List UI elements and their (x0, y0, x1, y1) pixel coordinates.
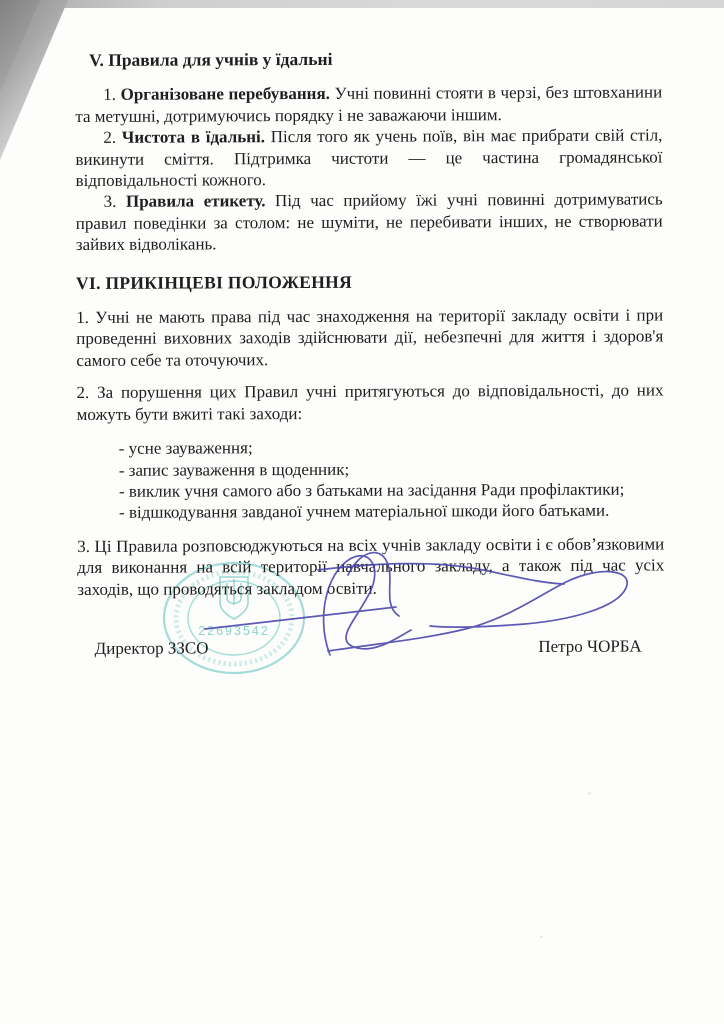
rule-item-2 (75, 125, 662, 192)
rule-item-1 (75, 82, 662, 127)
signer-role: Директор ЗЗСО (94, 638, 209, 658)
signature-row (78, 635, 665, 659)
measure-item-1: - усне зауваження; (118, 438, 253, 458)
scan-speck (588, 792, 591, 795)
document-content (75, 47, 665, 659)
rule-item-1-number: 1. (103, 85, 116, 105)
signer-name: Петро ЧОРБА (538, 636, 642, 656)
rule-item-2-lead: Чистота в їдальні. (121, 127, 266, 148)
seal-number: 22693542 (198, 624, 270, 638)
scan-speck (540, 936, 543, 938)
final-provision-3: 3. Ці Правила розповсюджуються на всіх учнів закладу освіти і є обов’язковими для виконання на всій території навчального закладу, а також під час усіх заходів, що проводяться закладом освіти. (77, 534, 665, 599)
measures-list (119, 436, 664, 524)
scanner-edge-band (0, 0, 724, 8)
final-provision-1: 1. Учні не мають права під час знаходження на території закладу освіти і при проведенні виховних заходів здійснювати дії, небезпечні для життя і здоров'я самого себе та оточуючих. (76, 305, 664, 370)
rule-item-2-text: Після того як учень поїв, він має прибрати свій стіл, викинути сміття. Підтримка чистоти — це частина громадянської відповідальності кожного. (75, 125, 663, 191)
final-provision-2: 2. За порушення цих Правил учні притягуються до відповідальності, до них можуть бути вжиті такі заходи: (76, 380, 664, 424)
rule-item-3 (76, 189, 663, 256)
measure-item-3: - виклик учня самого або з батьками на засідання Ради профілактики; (118, 479, 625, 501)
rule-item-3-lead: Правила етикету. (125, 191, 266, 212)
rule-item-3-text: Під час прийому їжі учні повинні дотримуватись правил поведінки за столом: не шуміти, не перебивати інших, не створювати зайвих відволікань. (75, 189, 663, 255)
section-v-title: V. Правила для учнів у їдальні (88, 48, 333, 70)
rule-item-1-text: Учні повинні стояти в черзі, без штовханини та метушні, дотримуючись порядку і не заважаючи іншим. (75, 82, 663, 126)
section-vi-title: VI. ПРИКІНЦЕВІ ПОЛОЖЕННЯ (75, 271, 353, 293)
measure-item-4: - відшкодування завданої учнем матеріальної шкоди його батьками. (118, 500, 610, 523)
rule-item-3-number: 3. (103, 192, 117, 212)
measure-item-2: - запис зауваження в щоденник; (118, 459, 350, 480)
rule-item-2-number: 2. (103, 128, 117, 148)
rule-item-1-lead: Організоване перебування. (120, 84, 330, 105)
